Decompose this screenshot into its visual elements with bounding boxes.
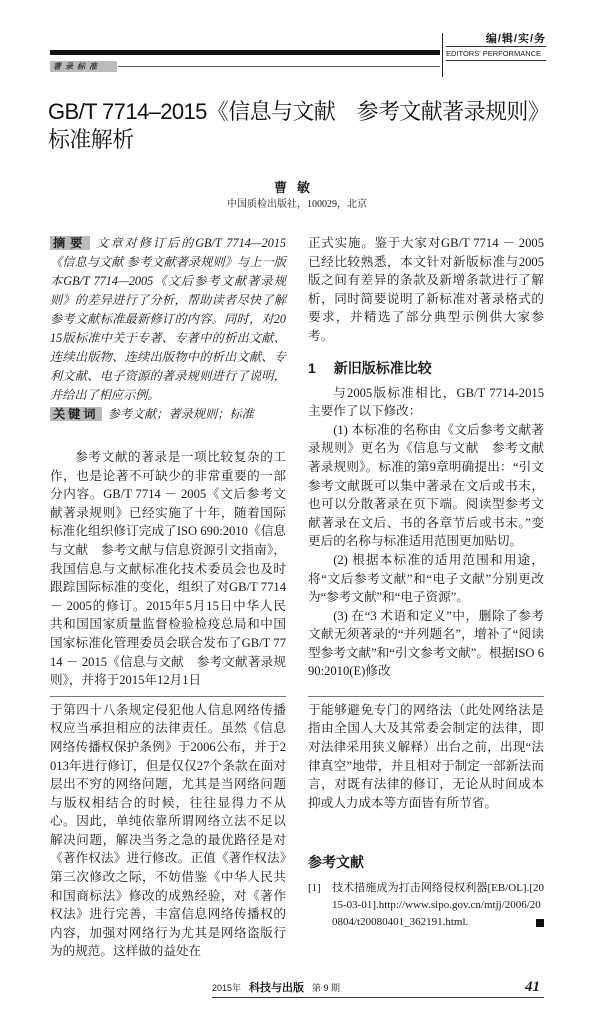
reference-item	[308, 880, 544, 931]
column-name-en: EDITORS' PERFORMANCE	[446, 49, 546, 61]
abstract	[50, 234, 286, 424]
section-rule	[118, 66, 440, 67]
two-column-body	[50, 234, 544, 961]
paragraph: (2) 根据本标准的适用范围和用途，将“文后参考文献”和“电子文献”分别更改为“参考文献”和“电子资源”。	[308, 552, 544, 605]
end-mark-icon	[536, 919, 544, 927]
body-left-top	[50, 448, 286, 690]
author: 曹敏	[273, 180, 320, 195]
divider	[308, 696, 544, 697]
section-number: 1	[308, 359, 316, 376]
affiliation: 中国质检出版社，100029，北京	[227, 199, 367, 210]
paragraph: (1) 本标准的名称由《文后参考文献著录规则》更名为《信息与文献 参考文献著录规则》。标准的第9章明确提出：“引文参考文献既可以集中著录在文后或书末，也可以分散著录在页下端。阅读型参考文献著录在文后、书的各章节后或书末。”变更后的名称与标准适用范围更加贴切。	[308, 422, 544, 549]
section-title: 新旧版标准比较	[333, 359, 432, 376]
page-number: 41	[525, 979, 540, 996]
reference-text: 技术措施成为打击网络侵权利器[EB/OL].[2015-03-01].http://www.sipo.gov.cn/mtjj/2006/200804/t20080401_362191.html.	[332, 882, 544, 929]
footer-journal: 科技与出版	[249, 982, 305, 995]
header-divider	[442, 33, 443, 77]
abstract-label: 摘要	[50, 236, 90, 250]
footer-issue: 第 9 期	[312, 983, 341, 994]
keywords: 参考文献；著录规则；标准	[107, 407, 254, 421]
column-name: 编/辑/实/务	[446, 32, 546, 47]
references-title: 参考文献	[308, 854, 364, 871]
abstract-text: 文章对修订后的GB/T 7714—2015《信息与文献 参考文献著录规则》与上一版本GB/T 7714—2005《文后参考文献著录规则》的差异进行了分析，帮助读者尽快了解参考文献标准最新修订的内容。同时，对2015版标准中关于专著、专著中的析出文献、连续出版物、连续出版物中的析出文献、专利文献、电子资源的著录规则进行了说明，并给出了相应示例。	[50, 236, 287, 402]
footer-year: 2015年	[212, 983, 242, 994]
header-rule	[50, 50, 440, 55]
section-heading	[308, 358, 544, 378]
paragraph: 与2005版标准相比，GB/T 7714-2015主要作了以下修改：	[308, 385, 544, 419]
footer	[212, 979, 544, 998]
divider	[50, 696, 286, 697]
body-right-bottom	[308, 701, 544, 961]
body-right-top	[308, 234, 544, 690]
paragraph: 参考文献的著录是一项比较复杂的工作，也是论著不可缺少的非常重要的一部分内容。GB/T 7714 － 2005《文后参考文献著录规则》已经实施了十年，随着国际标准化组织修订完成了ISO 690:2010《信息与文献 参考文献与信息资源引文指南》，我国信息与文献标准化技术委员会也及时跟踪国际标准的变化，组织了对GB/T 7714 － 2005的修订。2015年5月15日中华人民共和国国家质量监督检验检疫总局和中国国家标准化管理委员会联合发布了GB/T 7714 － 2015《信息与文献 参考文献著录规则》，并将于2015年12月1日	[50, 450, 286, 688]
paragraph: (3) 在“3 术语和定义”中，删除了参考文献无须著录的“并列题名”，增补了“阅读型参考文献”和“引文参考文献”。根据ISO 690:2010(E)修改	[308, 608, 544, 679]
section-tag: 著录标准	[50, 61, 117, 72]
paragraph: 正式实施。鉴于大家对GB/T 7714 － 2005已经比较熟悉，本文针对新版标准与2005版之间有差异的条款及新增条款进行了解析，同时简要说明了新标准对著录格式的要求，并精选了部分典型示例供大家参考。	[308, 236, 544, 343]
article-title: GB/T 7714–2015《信息与文献 参考文献著录规则》标准解析	[48, 99, 539, 152]
left-column-top	[50, 234, 286, 690]
keywords-label: 关键词	[50, 407, 102, 421]
reference-number: [1]	[308, 882, 321, 895]
body-left-bottom	[50, 701, 286, 961]
paragraph: 于能够避免专门的网络法（此处网络法是指由全国人大及其常委会制定的法律，即对法律采用狭义解释）出台之前，出现“法律真空”地带，并且相对于制定一部新法而言，对既有法律的修订，无论从时间成本抑或人力成本等方面皆有所节省。	[308, 702, 544, 810]
paragraph: 于第四十八条规定侵犯他人信息网络传播权应当承担相应的法律责任。虽然《信息网络传播权保护条例》于2006公布，并于2013年进行修订，但是仅仅27个条款在面对层出不穷的网络问题，尤其是当网络问题与版权相结合的时候，往往显得力不从心。因此，单纯依靠所谓网络立法不足以解决问题，解决当务之急的最优路径是对《著作权法》进行修改。正值《著作权法》第三次修改之际，不妨借鉴《中华人民共和国商标法》修改的成熟经验，对《著作权法》进行完善，丰富信息网络传播权的内容，加强对网络行为尤其是网络盗版行为的规范。这样做的益处在	[50, 702, 286, 959]
